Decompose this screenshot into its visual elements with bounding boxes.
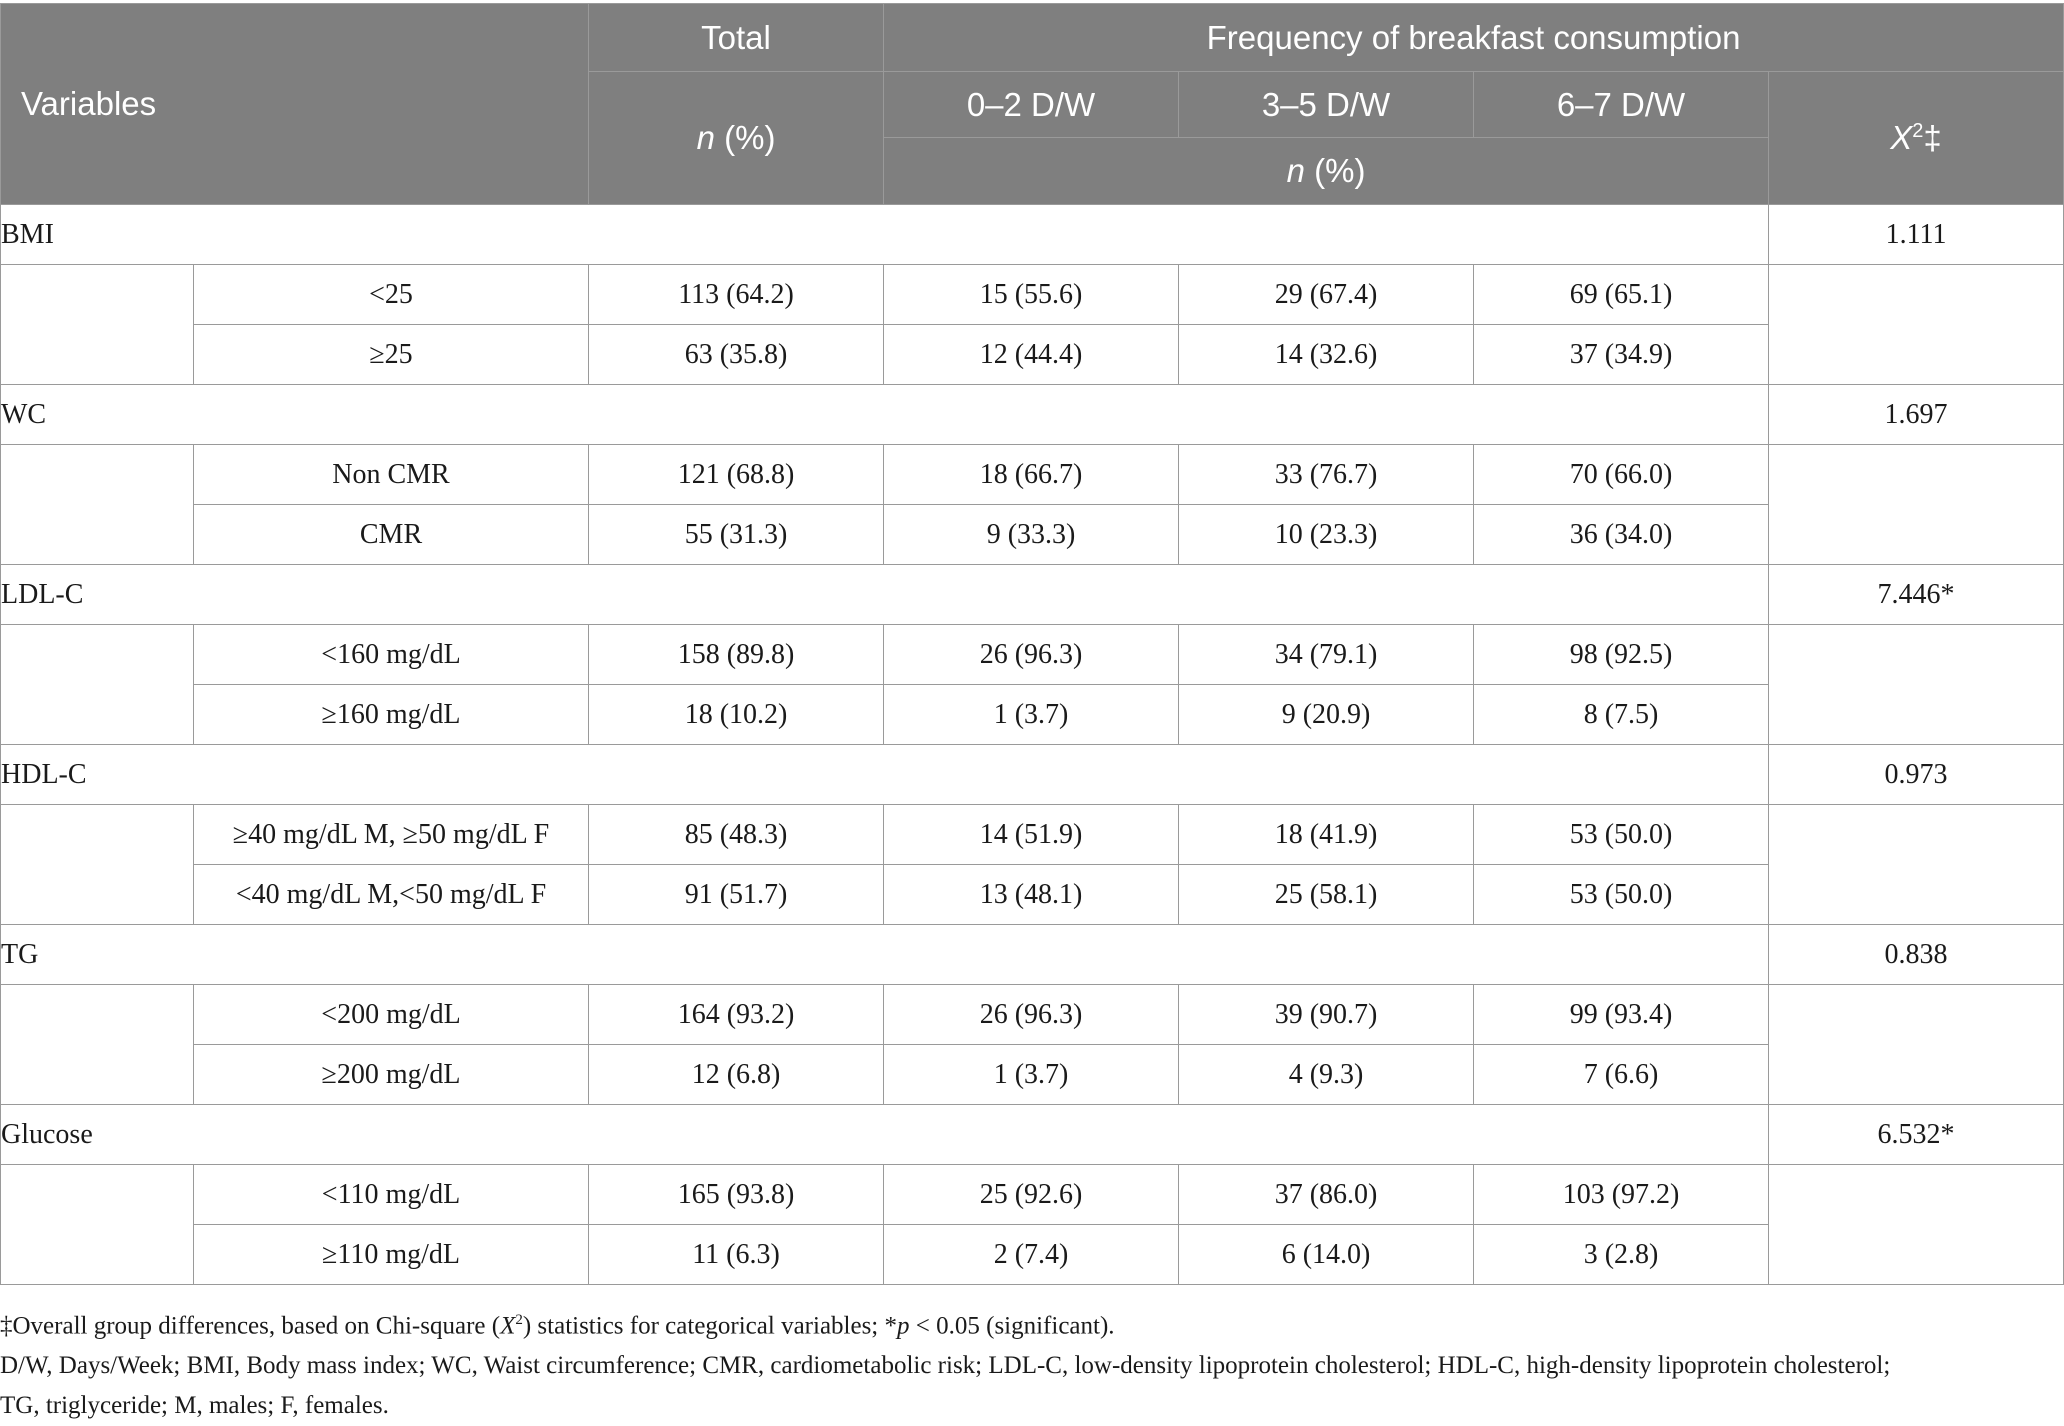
chi-square-cell	[1769, 745, 2064, 925]
chi-square-cell	[1769, 925, 2064, 1105]
header-chi-x: X	[1890, 119, 1913, 156]
table-body	[1, 205, 2064, 1285]
category-label: ≥200 mg/dL	[194, 1045, 589, 1105]
table-row	[1, 325, 2064, 385]
table-row	[1, 805, 2064, 865]
table-row	[1, 985, 2064, 1045]
table-row	[1, 865, 2064, 925]
chi-square-value: 0.973	[1768, 745, 2064, 805]
category-label: ≥160 mg/dL	[194, 685, 589, 745]
freq-3-5-cell: 25 (58.1)	[1179, 865, 1474, 925]
freq-0-2-cell: 14 (51.9)	[884, 805, 1179, 865]
freq-0-2-cell: 25 (92.6)	[884, 1165, 1179, 1225]
freq-0-2-cell: 15 (55.6)	[884, 265, 1179, 325]
table-row	[1, 1225, 2064, 1285]
group-row	[1, 565, 2064, 625]
group-row	[1, 925, 2064, 985]
chi-square-value: 0.838	[1768, 925, 2064, 985]
freq-0-2-cell: 9 (33.3)	[884, 505, 1179, 565]
chi-square-cell	[1769, 385, 2064, 565]
group-row	[1, 385, 2064, 445]
chi-square-cell	[1769, 565, 2064, 745]
freq-6-7-cell: 37 (34.9)	[1474, 325, 1769, 385]
header-total-unit	[589, 72, 884, 205]
table-row	[1, 505, 2064, 565]
freq-3-5-cell: 39 (90.7)	[1179, 985, 1474, 1045]
chi-square-cell	[1769, 1105, 2064, 1285]
freq-6-7-cell: 3 (2.8)	[1474, 1225, 1769, 1285]
freq-0-2-cell: 1 (3.7)	[884, 685, 1179, 745]
freq-6-7-cell: 7 (6.6)	[1474, 1045, 1769, 1105]
group-name: LDL-C	[1, 565, 1769, 625]
group-name: BMI	[1, 205, 1769, 265]
total-cell: 12 (6.8)	[589, 1045, 884, 1105]
freq-3-5-cell: 14 (32.6)	[1179, 325, 1474, 385]
indent-cell	[1, 445, 194, 565]
freq-6-7-cell: 69 (65.1)	[1474, 265, 1769, 325]
group-name: HDL-C	[1, 745, 1769, 805]
chi-square-cell	[1769, 205, 2064, 385]
header-chi-square	[1769, 72, 2064, 205]
total-cell: 158 (89.8)	[589, 625, 884, 685]
freq-3-5-cell: 9 (20.9)	[1179, 685, 1474, 745]
total-cell: 121 (68.8)	[589, 445, 884, 505]
freq-3-5-cell: 4 (9.3)	[1179, 1045, 1474, 1105]
freq-3-5-cell: 34 (79.1)	[1179, 625, 1474, 685]
category-label: Non CMR	[194, 445, 589, 505]
freq-6-7-cell: 103 (97.2)	[1474, 1165, 1769, 1225]
category-label: ≥25	[194, 325, 589, 385]
breakfast-frequency-table	[0, 3, 2064, 1285]
freq-6-7-cell: 36 (34.0)	[1474, 505, 1769, 565]
freq-6-7-cell: 8 (7.5)	[1474, 685, 1769, 745]
freq-6-7-cell: 53 (50.0)	[1474, 805, 1769, 865]
freq-0-2-cell: 12 (44.4)	[884, 325, 1179, 385]
total-cell: 165 (93.8)	[589, 1165, 884, 1225]
category-label: <110 mg/dL	[194, 1165, 589, 1225]
category-label: ≥110 mg/dL	[194, 1225, 589, 1285]
header-freq-unit	[884, 138, 1769, 205]
freq-0-2-cell: 13 (48.1)	[884, 865, 1179, 925]
indent-cell	[1, 265, 194, 385]
total-cell: 63 (35.8)	[589, 325, 884, 385]
table-row	[1, 1165, 2064, 1225]
group-name: Glucose	[1, 1105, 1769, 1165]
chi-square-value: 7.446*	[1768, 565, 2064, 625]
category-label: <160 mg/dL	[194, 625, 589, 685]
header-freq-n: n	[1286, 152, 1305, 189]
freq-6-7-cell: 98 (92.5)	[1474, 625, 1769, 685]
total-cell: 85 (48.3)	[589, 805, 884, 865]
freq-3-5-cell: 10 (23.3)	[1179, 505, 1474, 565]
table-row	[1, 685, 2064, 745]
freq-3-5-cell: 29 (67.4)	[1179, 265, 1474, 325]
freq-0-2-cell: 2 (7.4)	[884, 1225, 1179, 1285]
table-header	[1, 4, 2064, 205]
total-cell: 55 (31.3)	[589, 505, 884, 565]
header-freq-6-7: 6–7 D/W	[1474, 72, 1769, 138]
indent-cell	[1, 985, 194, 1105]
category-label: <40 mg/dL M,<50 mg/dL F	[194, 865, 589, 925]
freq-3-5-cell: 37 (86.0)	[1179, 1165, 1474, 1225]
freq-6-7-cell: 99 (93.4)	[1474, 985, 1769, 1045]
chi-square-value: 6.532*	[1768, 1105, 2064, 1165]
footnote-abbreviations-cont: TG, triglyceride; M, males; F, females.	[0, 1392, 389, 1420]
total-cell: 18 (10.2)	[589, 685, 884, 745]
freq-0-2-cell: 26 (96.3)	[884, 985, 1179, 1045]
category-label: CMR	[194, 505, 589, 565]
table-row	[1, 1045, 2064, 1105]
indent-cell	[1, 805, 194, 925]
header-freq-pct: (%)	[1314, 152, 1366, 189]
group-row	[1, 745, 2064, 805]
footnote-significance: ‡Overall group differences, based on Chi-square $(X^2)$ statistics for categorical variables; *p < 0.05 (significant).	[0, 1312, 1115, 1340]
header-frequency-group: Frequency of breakfast consumption	[884, 4, 2064, 72]
indent-cell	[1, 1165, 194, 1285]
freq-0-2-cell: 26 (96.3)	[884, 625, 1179, 685]
table-row	[1, 265, 2064, 325]
group-name: WC	[1, 385, 1769, 445]
header-variables: Variables	[1, 4, 589, 205]
chi-square-value: 1.111	[1768, 205, 2064, 265]
category-label: ≥40 mg/dL M, ≥50 mg/dL F	[194, 805, 589, 865]
freq-6-7-cell: 70 (66.0)	[1474, 445, 1769, 505]
freq-0-2-cell: 1 (3.7)	[884, 1045, 1179, 1105]
freq-3-5-cell: 18 (41.9)	[1179, 805, 1474, 865]
category-label: <25	[194, 265, 589, 325]
total-cell: 164 (93.2)	[589, 985, 884, 1045]
total-cell: 91 (51.7)	[589, 865, 884, 925]
freq-6-7-cell: 53 (50.0)	[1474, 865, 1769, 925]
group-name: TG	[1, 925, 1769, 985]
group-row	[1, 205, 2064, 265]
total-cell: 11 (6.3)	[589, 1225, 884, 1285]
freq-0-2-cell: 18 (66.7)	[884, 445, 1179, 505]
header-chi-sup: 2	[1912, 120, 1924, 142]
header-freq-3-5: 3–5 D/W	[1179, 72, 1474, 138]
header-chi-mark: ‡	[1923, 119, 1942, 156]
indent-cell	[1, 625, 194, 745]
table-row	[1, 625, 2064, 685]
freq-3-5-cell: 6 (14.0)	[1179, 1225, 1474, 1285]
footnote-abbreviations: D/W, Days/Week; BMI, Body mass index; WC, Waist circumference; CMR, cardiometabolic risk; LDL-C, low-density lipoprotein cholesterol; HDL-C, high-density lipoprotein cholesterol;	[0, 1352, 1891, 1380]
total-cell: 113 (64.2)	[589, 265, 884, 325]
header-total-n: n	[696, 119, 715, 156]
freq-3-5-cell: 33 (76.7)	[1179, 445, 1474, 505]
header-total-pct: (%)	[724, 119, 776, 156]
chi-square-value: 1.697	[1768, 385, 2064, 445]
group-row	[1, 1105, 2064, 1165]
header-total: Total	[589, 4, 884, 72]
header-freq-0-2: 0–2 D/W	[884, 72, 1179, 138]
table-footnotes	[0, 1300, 2060, 1426]
category-label: <200 mg/dL	[194, 985, 589, 1045]
table-row	[1, 445, 2064, 505]
